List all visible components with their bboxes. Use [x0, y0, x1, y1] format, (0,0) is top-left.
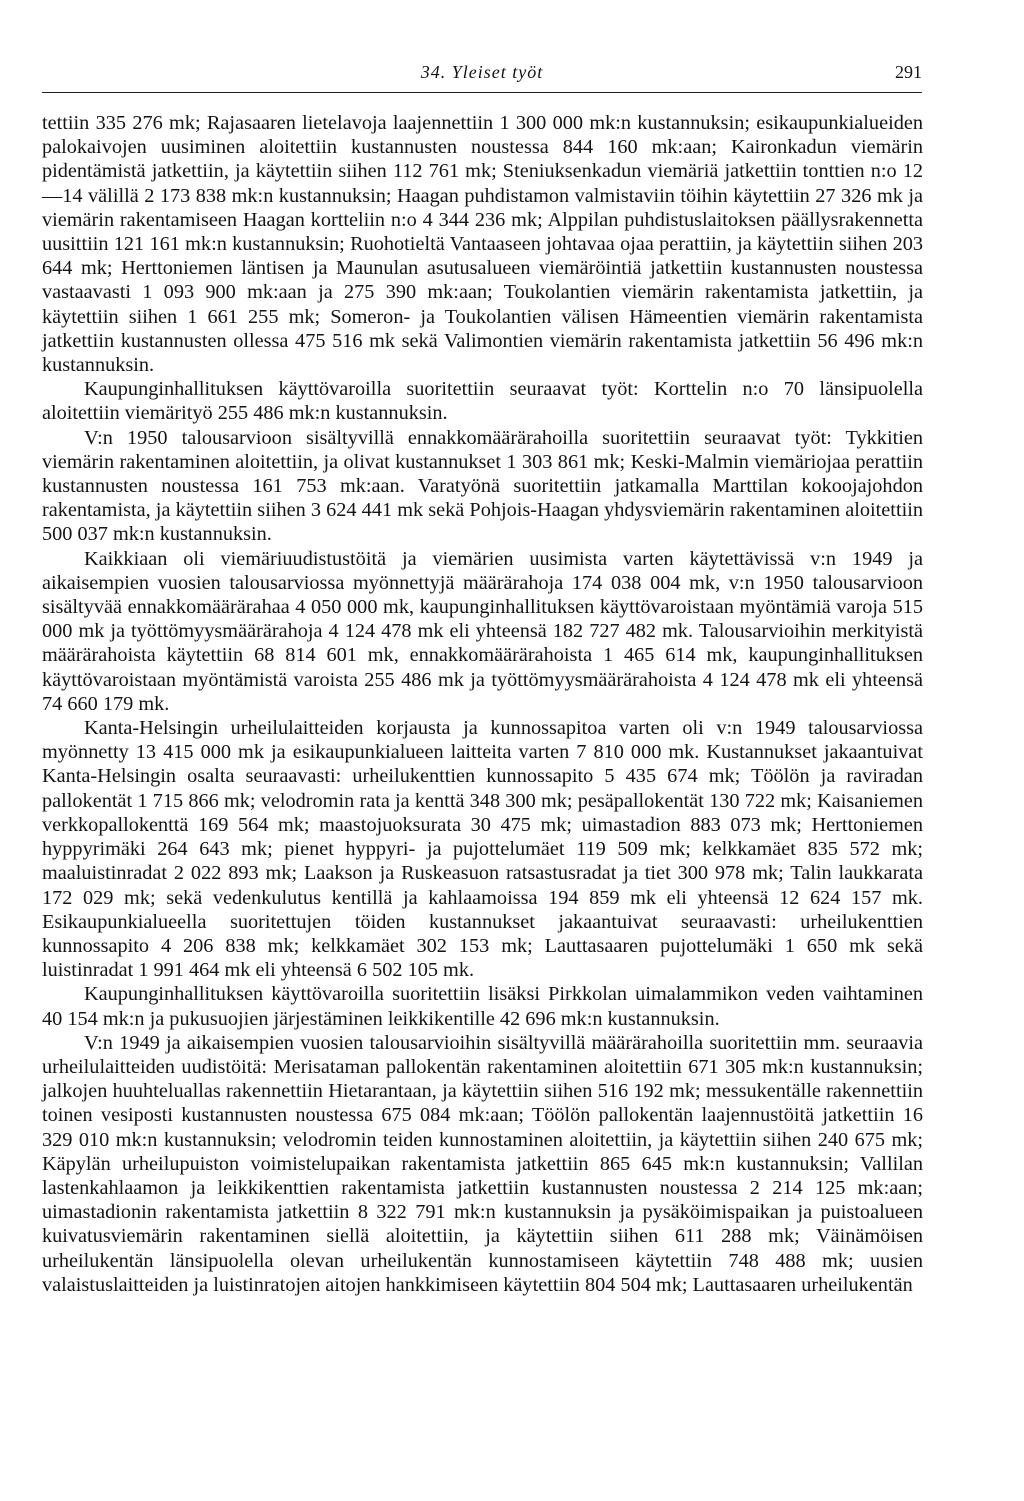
paragraph: V:n 1949 ja aikaisempien vuosien talousarvioihin sisältyvillä määrärahoilla suoritettiin mm. seuraavia urheilulaitteiden uudistöitä: Merisataman pallokentän rakentaminen aloitettiin 671 305 mk:n kustannuksin; jalkojen huuhteluallas rakennettiin Hietarantaan, ja käytettiin siihen 516 192 mk; messukentälle rakennettiin toinen vesiposti kustannusten noustessa 675 084 mk:aan; Töölön pallokentän laajennustöitä jatkettiin 16 329 010 mk:n kustannuksin; velodromin teiden kunnostaminen aloitettiin, ja käytettiin siihen 240 675 mk; Käpylän urheilupuiston voimistelupaikan rakentamista jatkettiin 865 645 mk:n kustannuksin; Vallilan lastenkahlaamon ja leikkikenttien rakentamista jatkettiin kustannusten noustessa 2 214 125 mk:aan; uimastadionin rakentamista jatkettiin 8 322 791 mk:n kustannuksin ja pysäköimispaikan ja puistoalueen kuivatusviemärin rakentaminen siellä aloitettiin, ja käytettiin siihen 611 288 mk; Väinämöisen urheilukentän länsipuolella olevan urheilukentän kunnostamiseen käytettiin 748 488 mk; uusien valaistuslaitteiden ja luistinratojen aitojen hankkimiseen käytettiin 804 504 mk; Lauttasaaren urheilukentän	[42, 1031, 923, 1296]
running-header	[42, 60, 922, 93]
paragraph: Kaupunginhallituksen käyttövaroilla suoritettiin seuraavat työt: Korttelin n:o 70 länsipuolella aloitettiin viemärityö 255 486 mk:n kustannuksin.	[42, 378, 923, 425]
running-title: 34. Yleiset työt	[420, 62, 544, 82]
paragraph: Kaikkiaan oli viemäriuudistustöitä ja viemärien uusimista varten käytettävissä v:n 1949 ja aikaisempien vuosien talousarviossa myönnettyjä määrärahoja 174 038 004 mk, v:n 1950 talousarvioon sisältyvää ennakkomäärärahaa 4 050 000 mk, kaupunginhallituksen käyttövaroistaan myöntämiä varoja 515 000 mk ja työttömyysmäärärahoja 4 124 478 mk eli yhteensä 182 727 482 mk. Talousarvioihin merkityistä määrärahoista käytettiin 68 814 601 mk, ennakkomäärärahoista 1 465 614 mk, kaupunginhallituksen käyttövaroistaan myöntämistä varoista 255 486 mk ja työttömyysmäärärahoista 4 124 478 mk eli yhteensä 74 660 179 mk.	[42, 547, 923, 715]
body-text	[42, 111, 923, 1297]
paragraph: tettiin 335 276 mk; Rajasaaren lietelavoja laajennettiin 1 300 000 mk:n kustannuksin; esikaupunkialueiden palokaivojen uusiminen aloitettiin kustannusten noustessa 844 160 mk:aan; Kaironkadun viemärin pidentämistä jatkettiin, ja käytettiin siihen 112 761 mk; Steniuksenkadun viemäriä jatkettiin tonttien n:o 12—14 välillä 2 173 838 mk:n kustannuksin; Haagan puhdistamon valmistaviin töihin käytettiin 27 326 mk ja viemärin rakentamiseen Haagan kortteliin n:o 4 344 236 mk; Alppilan puhdistuslaitoksen päällysrakennetta uusittiin 121 161 mk:n kustannuksin; Ruohotieltä Vantaaseen johtavaa ojaa perattiin, ja käytettiin siihen 203 644 mk; Herttoniemen läntisen ja Maunulan asutusalueen viemäröintiä jatkettiin kustannusten noustessa vastaavasti 1 093 900 mk:aan ja 275 390 mk:aan; Toukolantien viemärin rakentamista jatkettiin, ja käytettiin siihen 1 661 255 mk; Someron- ja Toukolantien välisen Hämeentien viemärin rakentamista jatkettiin kustannusten ollessa 475 516 mk sekä Valimontien viemärin rakentamista jatkettiin 56 496 mk:n kustannuksin.	[42, 112, 923, 377]
paragraph: Kaupunginhallituksen käyttövaroilla suoritettiin lisäksi Pirkkolan uimalammikon veden vaihtaminen 40 154 mk:n ja pukusuojien järjestäminen leikkikentille 42 696 mk:n kustannuksin.	[42, 983, 923, 1030]
paragraph: V:n 1950 talousarvioon sisältyvillä ennakkomäärärahoilla suoritettiin seuraavat työt: Tykkitien viemärin rakentaminen aloitettiin, ja olivat kustannukset 1 303 861 mk; Keski-Malmin viemäriojaa perattiin kustannusten noustessa 161 753 mk:aan. Varatyönä suoritettiin jatkamalla Marttilan kokoojajohdon rakentamista, ja käytettiin siihen 3 624 441 mk sekä Pohjois-Haagan yhdysviemärin rakentaminen aloitettiin 500 037 mk:n kustannuksin.	[42, 426, 923, 546]
page-number: 291	[895, 62, 922, 82]
paragraph: Kanta-Helsingin urheilulaitteiden korjausta ja kunnossapitoa varten oli v:n 1949 talousarviossa myönnetty 13 415 000 mk ja esikaupunkialueen laitteita varten 7 810 000 mk. Kustannukset jakaantuivat Kanta-Helsingin osalta seuraavasti: urheilukenttien kunnossapito 5 435 674 mk; Töölön ja raviradan pallokentät 1 715 866 mk; velodromin rata ja kenttä 348 300 mk; pesäpallokentät 130 722 mk; Kaisaniemen verkkopallokenttä 169 564 mk; maastojuoksurata 30 475 mk; uimastadion 883 073 mk; Herttoniemen hyppyrimäki 264 643 mk; pienet hyppyri- ja pujottelumäet 119 509 mk; kelkkamäet 835 572 mk; maaluistinradat 2 022 893 mk; Laakson ja Ruskeasuon ratsastusradat ja tiet 300 978 mk; Talin laukkarata 172 029 mk; sekä vedenkulutus kentillä ja kahlaamoissa 194 859 mk eli yhteensä 12 624 157 mk. Esikaupunkialueella suoritettujen töiden kustannukset jakaantuivat seuraavasti: urheilukenttien kunnossapito 4 206 838 mk; kelkkamäet 302 153 mk; Lauttasaaren pujottelumäki 1 650 mk sekä luistinradat 1 991 464 mk eli yhteensä 6 502 105 mk.	[42, 717, 923, 982]
